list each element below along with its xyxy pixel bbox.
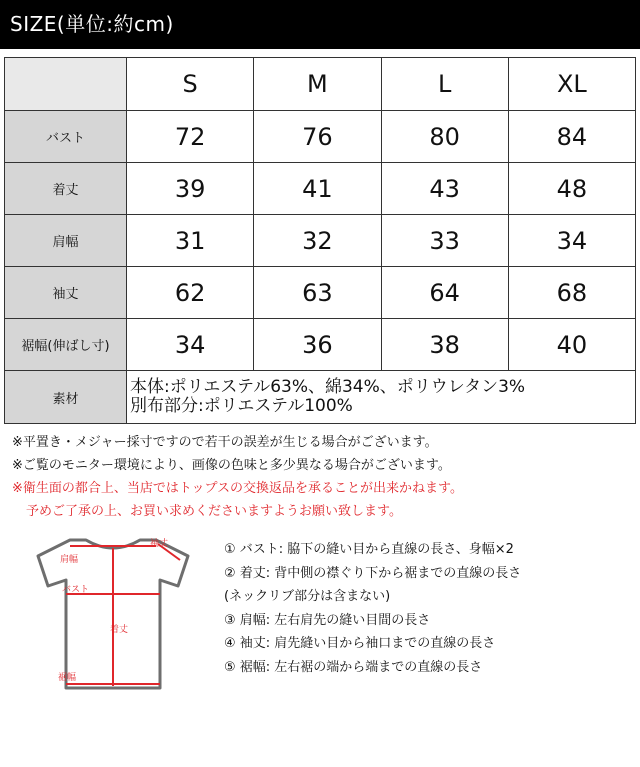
table-cell: 34 [508, 215, 635, 267]
corner-cell [5, 58, 127, 111]
table-cell: 62 [127, 267, 254, 319]
table-cell: 41 [254, 163, 381, 215]
legend-item: ③ 肩幅: 左右肩先の縫い目間の長さ [224, 612, 431, 628]
legend-item: ⑤ 裾幅: 左右裾の端から端までの直線の長さ [224, 659, 483, 675]
table-cell: 80 [381, 111, 508, 163]
table-cell: 68 [508, 267, 635, 319]
tshirt-diagram [18, 534, 208, 694]
material-cell [127, 371, 636, 424]
shoulder-label: 肩幅 [60, 555, 79, 565]
table-cell: 63 [254, 267, 381, 319]
row-label: 素材 [5, 371, 127, 424]
warning-line: ※衛生面の都合上、当店ではトップスの交換返品を承ることが出来かねます。 [12, 481, 463, 496]
row-label: 着丈 [5, 163, 127, 215]
table-cell: 39 [127, 163, 254, 215]
table-row-hem [5, 319, 636, 371]
legend-item: ② 着丈: 背中側の襟ぐり下から裾までの直線の長さ [224, 565, 522, 581]
material-line: 別布部分:ポリエステル100% [130, 396, 353, 416]
measurement-legend [224, 538, 634, 679]
table-row-sleeve [5, 267, 636, 319]
notes [12, 431, 632, 523]
size-header-row [5, 58, 636, 111]
size-header-m: M [254, 58, 381, 111]
table-cell: 36 [254, 319, 381, 371]
table-cell: 34 [127, 319, 254, 371]
table-cell: 76 [254, 111, 381, 163]
material-line: 本体:ポリエステル63%、綿34%、ポリウレタン3% [130, 377, 526, 397]
table-cell: 33 [381, 215, 508, 267]
warning-line: 予めご了承の上、お買い求めくださいますようお願い致します。 [26, 504, 402, 519]
table-cell: 32 [254, 215, 381, 267]
table-row-length [5, 163, 636, 215]
size-header-xl: XL [508, 58, 635, 111]
table-cell: 64 [381, 267, 508, 319]
length-label: 着丈 [110, 625, 129, 635]
row-label: 袖丈 [5, 267, 127, 319]
table-row-bust [5, 111, 636, 163]
table-cell: 31 [127, 215, 254, 267]
row-label: 裾幅(伸ばし寸) [5, 319, 127, 371]
page-title: SIZE(単位:約cm) [0, 0, 640, 49]
row-label: バスト [5, 111, 127, 163]
size-header-s: S [127, 58, 254, 111]
bust-label: バスト [62, 585, 90, 595]
table-cell: 72 [127, 111, 254, 163]
note-line: ※平置き・メジャー採寸ですので若干の誤差が生じる場合がございます。 [12, 435, 438, 450]
table-cell: 48 [508, 163, 635, 215]
hem-label: 裾幅 [58, 673, 77, 683]
size-header-l: L [381, 58, 508, 111]
table-row-shoulder [5, 215, 636, 267]
table-cell: 38 [381, 319, 508, 371]
size-table [4, 57, 636, 424]
table-cell: 43 [381, 163, 508, 215]
legend-item: ④ 袖丈: 肩先縫い目から袖口までの直線の長さ [224, 636, 496, 651]
legend-item: ① バスト: 脇下の縫い目から直線の長さ、身幅×2 [224, 542, 514, 557]
note-line: ※ご覧のモニター環境により、画像の色味と多少異なる場合がございます。 [12, 458, 451, 473]
table-row-material [5, 371, 636, 424]
row-label: 肩幅 [5, 215, 127, 267]
legend-item: (ネックリブ部分は含まない) [224, 589, 391, 604]
table-cell: 84 [508, 111, 635, 163]
table-cell: 40 [508, 319, 635, 371]
sleeve-label: 袖丈 [150, 539, 169, 549]
